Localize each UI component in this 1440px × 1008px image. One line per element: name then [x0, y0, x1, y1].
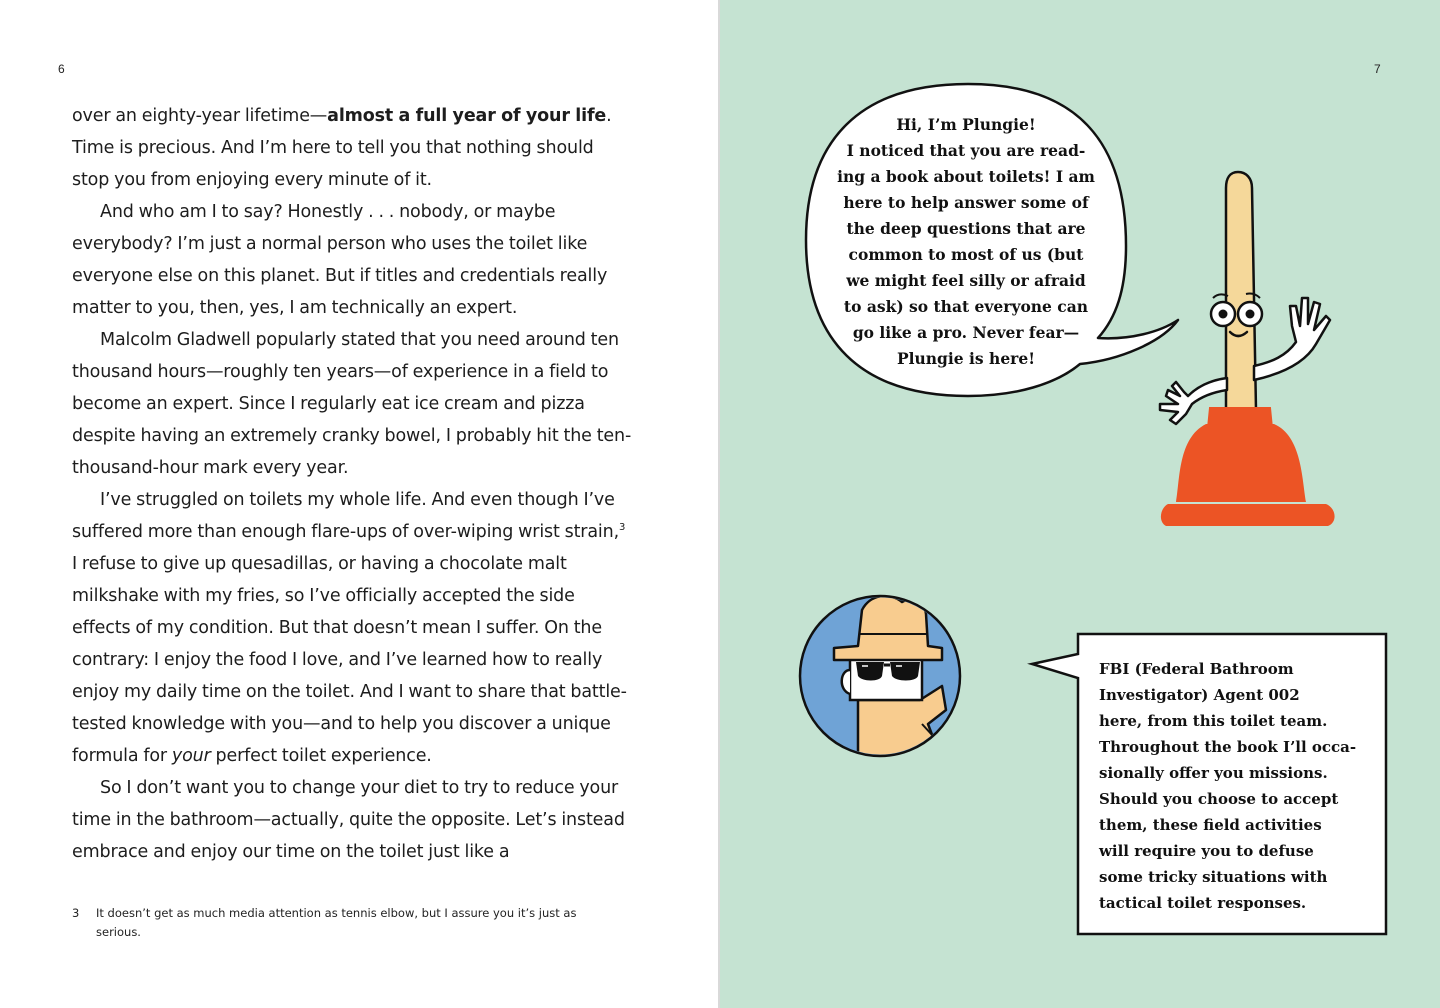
- footnote-number: 3: [72, 906, 80, 920]
- agent-speech-text: FBI (Federal Bathroom Investigator) Agent 002 here, from this toilet team. Throughout the book I’ll occa- sionally offer you missions. Should you choose to accept them, these field activities will require you to defuse some tricky situations with tactical toilet responses.: [1099, 660, 1357, 912]
- emphasis-bold: almost a full year of your life: [327, 106, 607, 126]
- emphasis-italic: your: [171, 746, 211, 766]
- page-number-right: 7: [1374, 62, 1381, 76]
- paragraph-3: Malcolm Gladwell popularly stated that you need around ten thousand hours—roughly ten years—of experience in a field to become an expert. Since I regularly eat ice cream and pizza despite having an extremely cranky bowel, I probably hit the ten-thousand-hour mark every year.: [72, 330, 632, 478]
- plunger-cup: [1161, 408, 1335, 526]
- plunger-handle: [1226, 172, 1256, 410]
- agent-portrait: [800, 596, 960, 770]
- footnote-ref[interactable]: 3: [619, 522, 626, 533]
- footnote-text: It doesn’t get as much media attention as tennis elbow, but I assure you it’s just as serious.: [96, 906, 577, 939]
- paragraph-2: And who am I to say? Honestly . . . nobody, or maybe everybody? I’m just a normal person who uses the toilet like everyone else on this planet. But if titles and credentials really matter to you, then, yes, I am technically an expert.: [72, 202, 608, 318]
- plungie-right-arm: [1254, 298, 1330, 380]
- paragraph-4: I’ve struggled on toilets my whole life. And even though I’ve suffered more than enough flare-ups of over-wiping wrist strain,$^3$ I refuse to give up quesadillas, or having a chocolate malt milkshake with my fries, so I’ve officially accepted the side effects of my condition. But that doesn’t mean I suffer. On the contrary: I enjoy the food I love, and I’ve learned how to really enjoy my daily time on the toilet. And I want to share that battle-tested knowledge with you—and to help you discover a unique formula for your perfect toilet experience.: [72, 490, 627, 766]
- plungie-speech-text: Hi, I’m Plungie! I noticed that you are read- ing a book about toilets! I am here to help answer some of the deep questions that are common to most of us (but we might feel silly or afraid to ask) so that everyone can go like a pro. Never fear— Plungie is here!: [837, 115, 1095, 368]
- paragraph-5: So I don’t want you to change your diet to try to reduce your time in the bathroom—actually, quite the opposite. Let’s instead embrace and enjoy our time on the toilet just like a: [72, 778, 625, 862]
- paragraph-1: over an eighty-year lifetime—almost a full year of your life. Time is precious. And I’m here to tell you that nothing should stop you from enjoying every minute of it.: [72, 106, 612, 190]
- page-number-left: 6: [58, 62, 65, 76]
